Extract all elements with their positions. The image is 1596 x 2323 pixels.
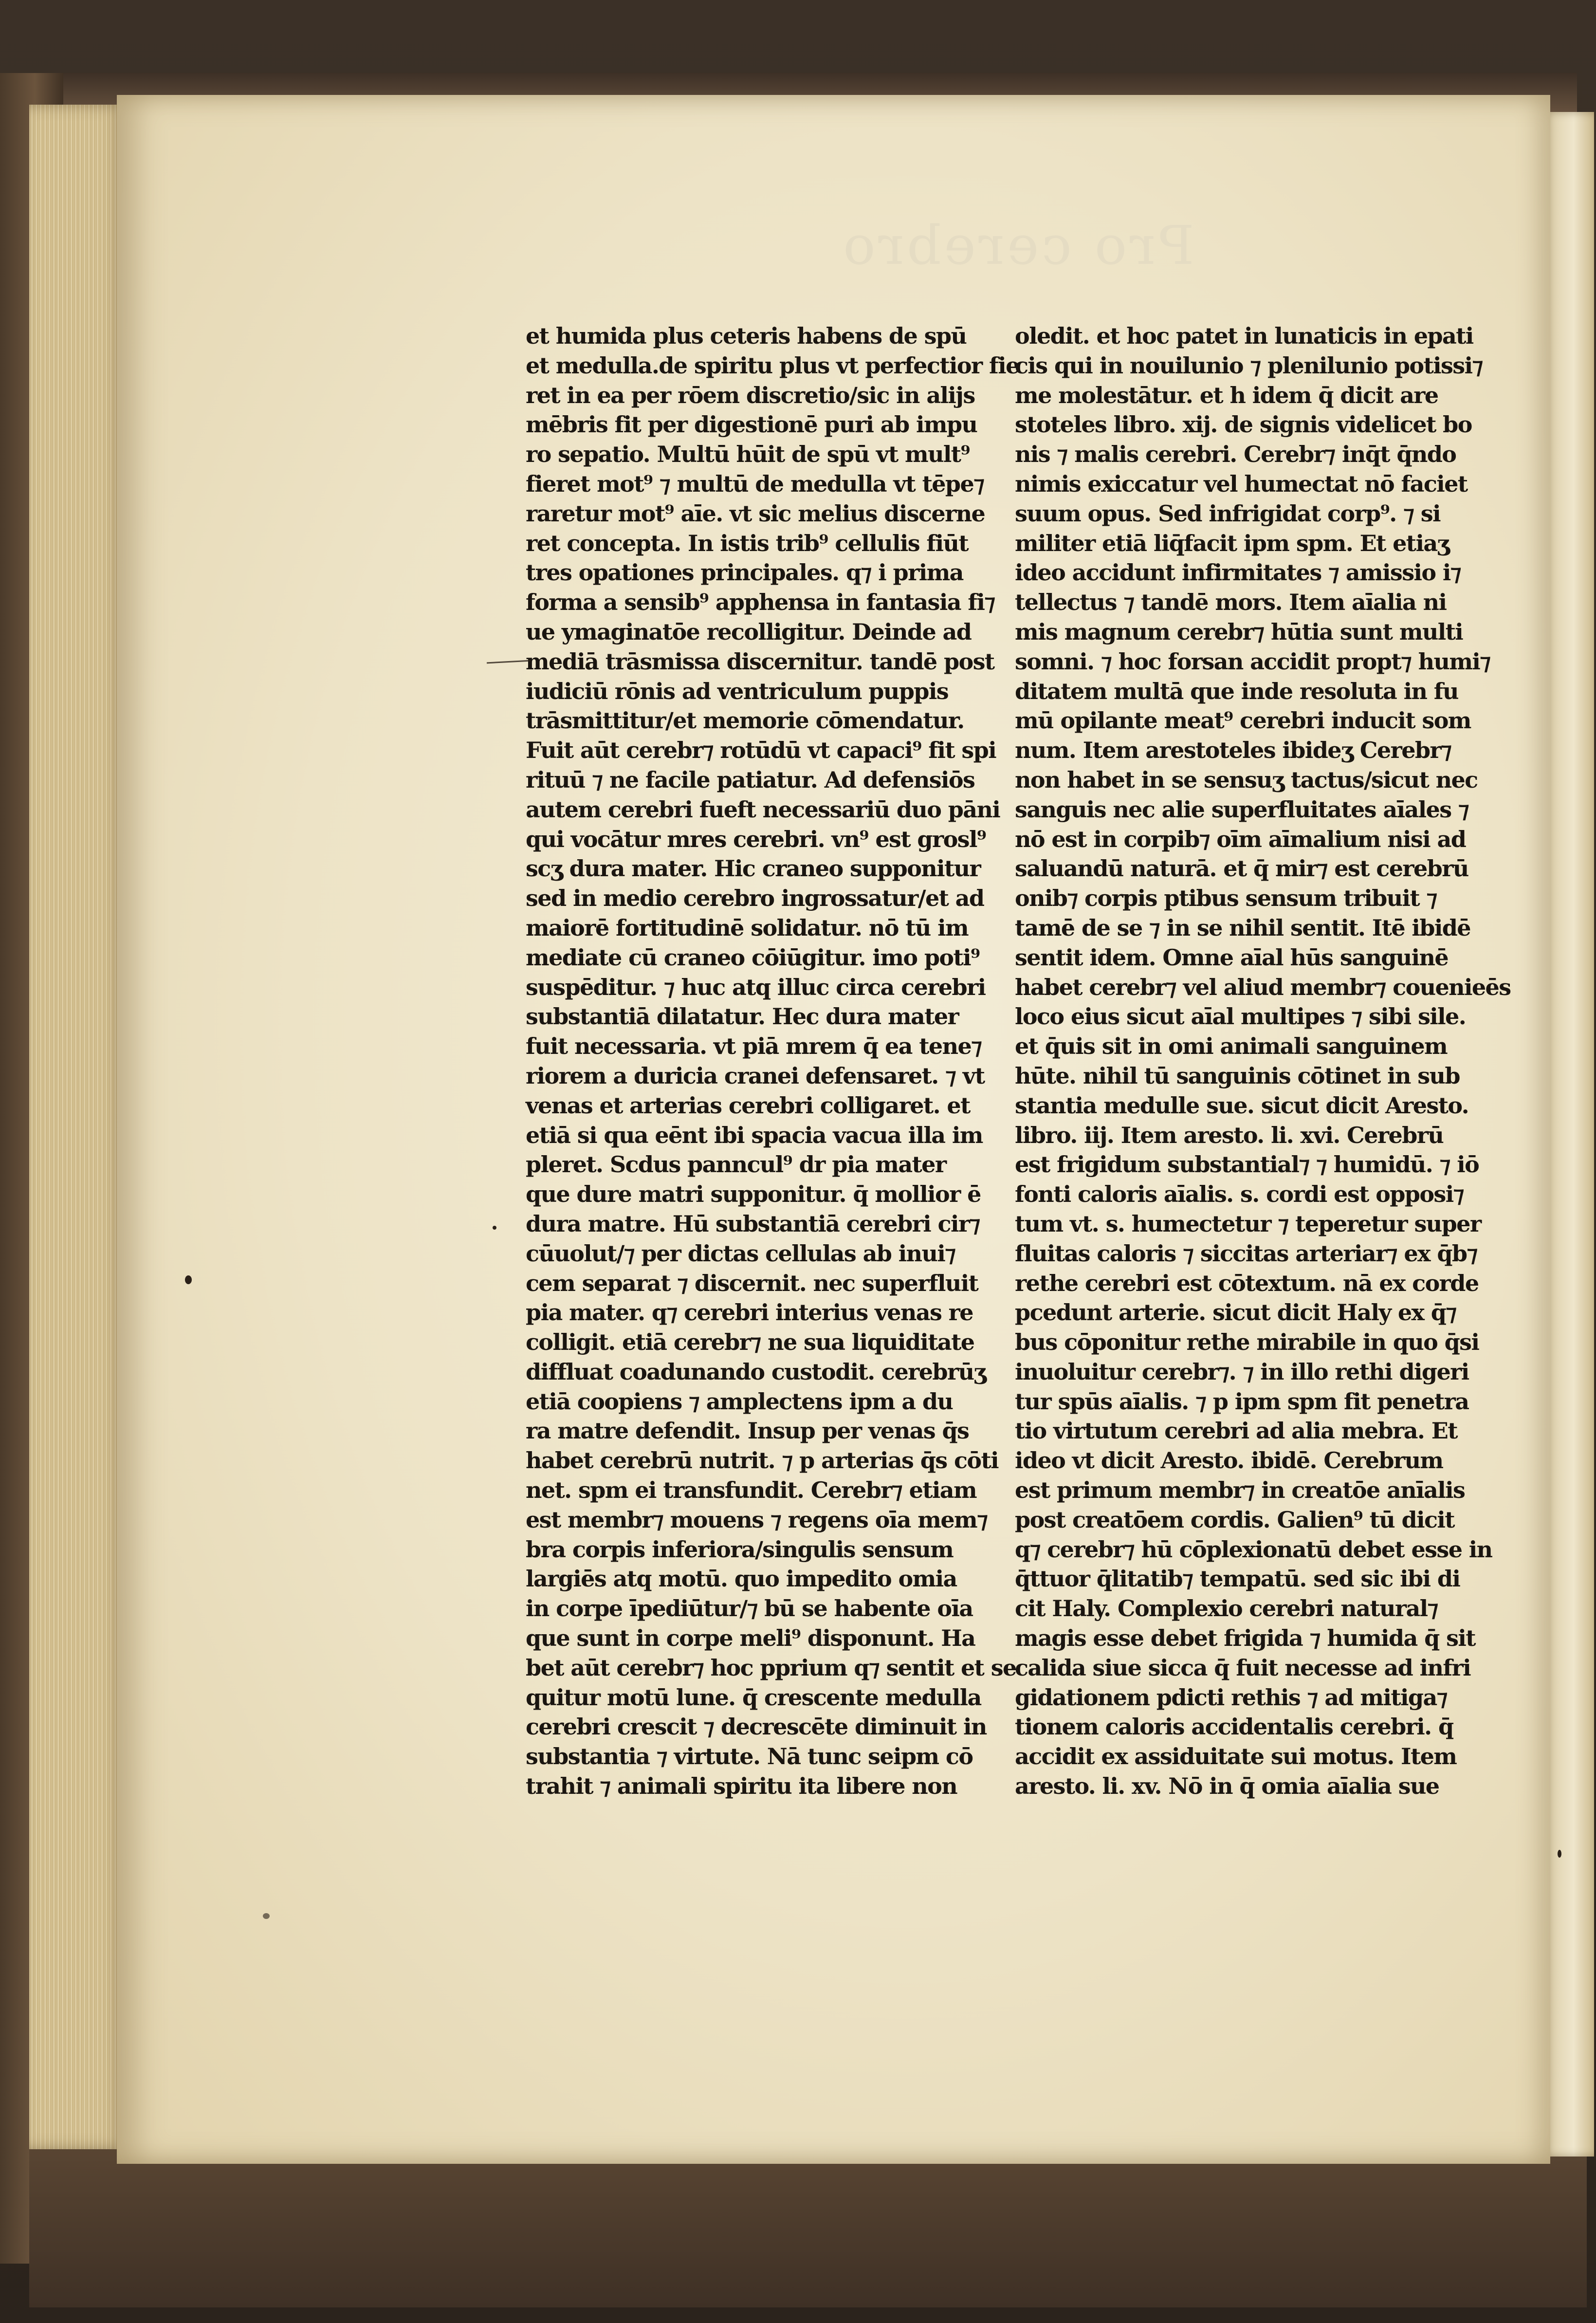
text-line: inuoluitur cerebr⁊. ⁊ in illo rethi digeri [1015,1358,1469,1385]
text-line: ra matre defendit. Insup per venas q̄s [526,1418,969,1444]
text-line: num. Item arestoteles ibideʒ Cerebr⁊ [1015,737,1451,764]
text-line: scʒ dura mater. Hic craneo supponitur [526,855,981,882]
margin-speck [493,1226,496,1230]
text-line: etiā si qua eēnt ibi spacia vacua illa im [526,1122,983,1148]
text-line: cem separat ⁊ discernit. nec superfluit [526,1270,978,1296]
text-line: suum opus. Sed infrigidat corp⁹. ⁊ si [1015,500,1440,527]
text-line: accidit ex assiduitate sui motus. Item [1015,1743,1457,1770]
text-line: dura matre. Hū substantiā cerebri cir⁊ [526,1210,980,1237]
text-line: bus cōponitur rethe mirabile in quo q̄si [1015,1329,1479,1356]
text-line: bet aūt cerebr⁊ hoc pprium q⁊ sentit et se [526,1654,1016,1681]
text-line: est frigidum substantial⁊ ⁊ humidū. ⁊ iō [1015,1151,1479,1178]
text-line: cit Haly. Complexio cerebri natural⁊ [1015,1595,1438,1622]
text-line: raretur mot⁹ aīe. vt sic melius discerne [526,500,985,527]
text-line: magis esse debet frigida ⁊ humida q̄ sit [1015,1625,1475,1652]
text-line: ret concepta. In istis trib⁹ cellulis fiūt [526,530,968,556]
text-line: sanguis nec alie superfluitates aīales ⁊ [1015,796,1469,823]
text-line: loco eius sicut aīal multipes ⁊ sibi sile. [1015,1003,1466,1030]
text-line: tamē de se ⁊ in se nihil sentit. Itē ibidē [1015,914,1470,941]
text-line: autem cerebri fueft necessariū duo pāni [526,796,1000,823]
text-line: oledit. et hoc patet in lunaticis in epati [1015,323,1473,349]
text-line: hūte. nihil tū sanguinis cōtinet in sub [1015,1062,1460,1089]
text-line: pleret. Scdus panncul⁹ dr pia mater [526,1151,946,1178]
text-line: mediā trāsmissa discernitur. tandē post [526,648,994,675]
text-line: habet cerebrū nutrit. ⁊ p arterias q̄s cōti [526,1447,999,1474]
text-line: in corpe īpediūtur/⁊ bū se habente oīa [526,1595,973,1622]
text-line: nimis exiccatur vel humectat nō faciet [1015,470,1468,497]
text-column-left [526,321,1019,1801]
text-line: trahit ⁊ animali spiritu ita libere non [526,1773,957,1800]
text-line: largiēs atq motū. quo impedito omia [526,1566,957,1592]
text-line: trāsmittitur/et memorie cōmendatur. [526,707,964,734]
text-line: cūuolut/⁊ per dictas cellulas ab inui⁊ [526,1240,955,1267]
text-line: cis qui in nouilunio ⁊ plenilunio potissi⁊ [1015,352,1483,379]
text-line: forma a sensib⁹ apphensa in fantasia fi⁊ [526,589,995,616]
text-line: ideo accidunt infirmitates ⁊ amissio i⁊ [1015,559,1461,586]
text-line: est membr⁊ mouens ⁊ regens oīa mem⁊ [526,1506,988,1533]
text-line: saluandū naturā. et q̄ mir⁊ est cerebrū [1015,855,1468,882]
text-line: fieret mot⁹ ⁊ multū de medulla vt tēpe⁊ [526,470,984,497]
text-column-right [1015,321,1511,1801]
text-line: colligit. etiā cerebr⁊ ne sua liquiditate [526,1329,974,1356]
text-line: me molestātur. et h idem q̄ dicit are [1015,382,1438,408]
text-line: qui vocātur mres cerebri. vn⁹ est grosl⁹ [526,826,986,852]
text-line: fluitas caloris ⁊ siccitas arteriar⁊ ex q̄b⁊ [1015,1240,1477,1267]
text-line: net. spm ei transfundit. Cerebr⁊ etiam [526,1477,977,1504]
text-line: ue ymaginatōe recolligitur. Deinde ad [526,618,972,645]
text-line: quitur motū lune. q̄ crescente medulla [526,1684,981,1711]
text-line: iudiciū rōnis ad ventriculum puppis [526,678,948,704]
text-line: calida siue sicca q̄ fuit necesse ad infri [1015,1654,1471,1681]
text-line: q̄ttuor q̄litatib⁊ tempatū. sed sic ibi di [1015,1566,1460,1592]
text-line: ideo vt dicit Aresto. ibidē. Cerebrum [1015,1447,1443,1474]
text-line: nō est in corpib⁊ oīm aīmalium nisi ad [1015,826,1466,852]
text-line: tres opationes principales. q⁊ i prima [526,559,963,586]
text-line: tio virtutum cerebri ad alia mebra. Et [1015,1418,1457,1444]
text-line: mēbris fit per digestionē puri ab impu [526,411,977,438]
text-line: substantia ⁊ virtute. Nā tunc seipm cō [526,1743,973,1770]
text-line: cerebri crescit ⁊ decrescēte diminuit in [526,1714,987,1740]
text-line: que sunt in corpe meli⁹ disponunt. Ha [526,1625,975,1652]
text-line: habet cerebr⁊ vel aliud membr⁊ couenieēs [1015,974,1511,1000]
text-line: libro. iij. Item aresto. li. xvi. Cerebrū [1015,1122,1444,1148]
page-edges [29,105,127,2149]
margin-speck [263,1913,270,1919]
text-line: et q̄uis sit in omi animali sanguinem [1015,1033,1448,1060]
text-line: gidationem pdicti rethis ⁊ ad mitiga⁊ [1015,1684,1447,1711]
text-line: tionem caloris accidentalis cerebri. q̄ [1015,1714,1453,1740]
text-line: stantia medulle sue. sicut dicit Aresto. [1015,1092,1469,1119]
text-line: ret in ea per rōem discretio/sic in alijs [526,382,975,408]
text-line: diffluat coadunando custodit. cerebrūʒ [526,1358,986,1385]
text-line: rethe cerebri est cōtextum. nā ex corde [1015,1270,1479,1296]
text-line: militer etiā liq̄facit ipm spm. Et etiaʒ [1015,530,1449,556]
text-line: post creatōem cordis. Galien⁹ tū dicit [1015,1506,1454,1533]
bleed-through-heading: Pro cerebro [840,214,1194,277]
text-line: somni. ⁊ hoc forsan accidit propt⁊ humi⁊ [1015,648,1490,675]
text-line: ditatem multā que inde resoluta in fu [1015,678,1458,704]
text-line: mis magnum cerebr⁊ hūtia sunt multi [1015,618,1463,645]
text-line: mediate cū craneo cōiūgitur. imo poti⁹ [526,944,980,971]
margin-speck [1558,1850,1561,1858]
text-line: nis ⁊ malis cerebri. Cerebr⁊ inq̄t q̄ndo [1015,441,1456,468]
text-line: substantiā dilatatur. Hec dura mater [526,1003,959,1030]
next-leaf-edge [1543,112,1594,2157]
text-line: onib⁊ corpis ptibus sensum tribuit ⁊ [1015,885,1437,912]
text-line: venas et arterias cerebri colligaret. et [526,1092,970,1119]
text-line: riorem a duricia cranei defensaret. ⁊ vt [526,1062,985,1089]
text-line: pia mater. q⁊ cerebri interius venas re [526,1299,973,1326]
text-line: pcedunt arterie. sicut dicit Haly ex q̄⁊ [1015,1299,1456,1326]
text-line: non habet in se sensuʒ tactus/sicut nec [1015,766,1478,793]
text-line: tum vt. s. humectetur ⁊ teperetur super [1015,1210,1481,1237]
text-line: et humida plus ceteris habens de spū [526,323,967,349]
text-line: etiā coopiens ⁊ amplectens ipm a du [526,1388,953,1415]
margin-speck [185,1275,192,1284]
text-line: est primum membr⁊ in creatōe anīalis [1015,1477,1465,1504]
text-line: fuit necessaria. vt piā mrem q̄ ea tene⁊ [526,1033,982,1060]
text-line: sed in medio cerebro ingrossatur/et ad [526,885,984,912]
text-line: tellectus ⁊ tandē mors. Item aīalia ni [1015,589,1447,616]
text-line: q⁊ cerebr⁊ hū cōplexionatū debet esse in [1015,1536,1492,1563]
text-line: tur spūs aīalis. ⁊ p ipm spm fit penetra [1015,1388,1469,1415]
text-line: maiorē fortitudinē solidatur. nō tū im [526,914,969,941]
text-line: stoteles libro. xij. de signis videlicet bo [1015,411,1472,438]
binding-bottom-edge [29,2142,1587,2307]
text-line: sentit idem. Omne aīal hūs sanguinē [1015,944,1448,971]
text-line: et medulla.de spiritu plus vt perfectior fie [526,352,1019,379]
text-line: fonti caloris aīalis. s. cordi est opposi⁊ [1015,1181,1464,1208]
text-line: bra corpis inferiora/singulis sensum [526,1536,954,1563]
text-line: ro sepatio. Multū hūit de spū vt mult⁹ [526,441,970,468]
text-line: Fuit aūt cerebr⁊ rotūdū vt capaci⁹ fit spi [526,737,996,764]
text-line: rituū ⁊ ne facile patiatur. Ad defensiōs [526,766,975,793]
text-line: suspēditur. ⁊ huc atq illuc circa cerebri [526,974,986,1000]
text-line: aresto. li. xv. Nō in q̄ omia aīalia sue [1015,1773,1439,1800]
text-line: que dure matri supponitur. q̄ mollior ē [526,1181,981,1208]
text-line: mū opilante meat⁹ cerebri inducit som [1015,707,1471,734]
